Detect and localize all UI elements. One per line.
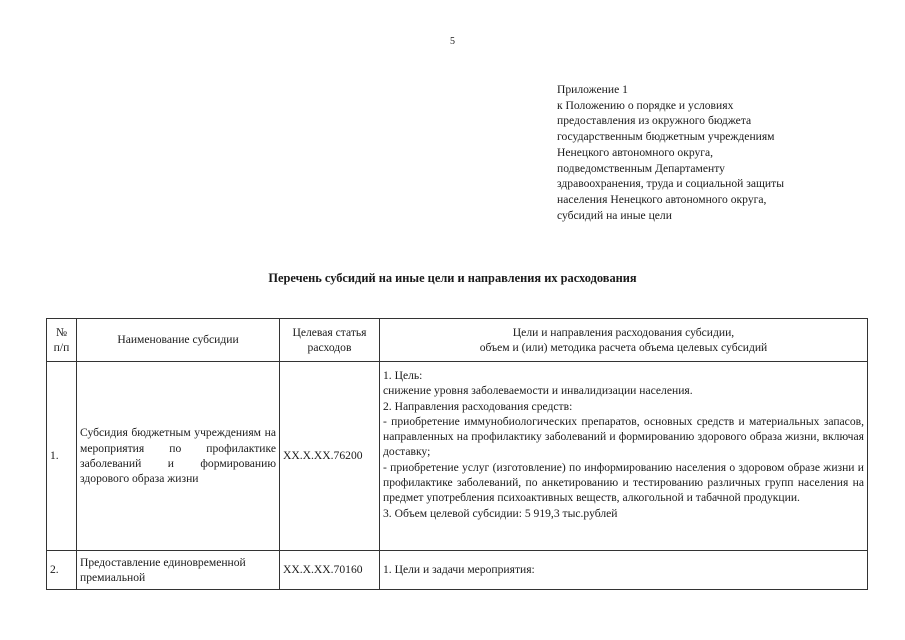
appendix-note: [557, 82, 897, 223]
row-num: 1.: [47, 362, 77, 551]
header-goals-line: объем и (или) методика расчета объема целевых субсидий: [479, 341, 768, 354]
header-goals-line: Цели и направления расходования субсидии,: [512, 325, 735, 339]
document-title: Перечень субсидий на иные цели и направления их расходования: [268, 271, 637, 285]
appendix-line: субсидий на иные цели: [557, 208, 672, 222]
table-header-row: [47, 319, 868, 362]
table-row: [47, 551, 868, 590]
goal-line: 2. Направления расходования средств:: [383, 399, 573, 413]
appendix-line: предоставления из окружного бюджета: [557, 114, 752, 128]
row-name: Предоставление единовременной премиальной: [77, 551, 280, 590]
table-row: [47, 362, 868, 551]
row-goals: [380, 362, 868, 551]
goal-line: 1. Цель:: [383, 369, 423, 382]
appendix-line: государственным бюджетным учреждениям: [557, 130, 775, 144]
row-num: 2.: [47, 551, 77, 590]
subsidy-table: [46, 318, 868, 590]
appendix-line: здравоохранения, труда и социальной защиты: [557, 177, 784, 191]
goal-line: 3. Объем целевой субсидии: 5 919,3 тыс.рублей: [383, 506, 618, 520]
header-num: № п/п: [47, 319, 77, 362]
goal-line: - приобретение услуг (изготовление) по информированию населения о здоровом образе жизни и профилактике заболеваний, по анкетированию и тестированию различных групп населения на предмет употребления психоактивных веществ, алкогольной и табачной продукции.: [383, 460, 864, 505]
appendix-line: населения Ненецкого автономного округа,: [557, 192, 767, 206]
goal-line: - приобретение иммунобиологических препаратов, основных средств и материальных запасов, направленных на профилактику заболеваний и формированию здорового образа жизни, включая доставку;: [383, 414, 864, 459]
appendix-line: Приложение 1: [557, 83, 628, 96]
header-name: Наименование субсидии: [77, 319, 280, 362]
row-goals: 1. Цели и задачи мероприятия:: [380, 551, 868, 590]
appendix-line: подведомственным Департаменту: [557, 161, 725, 175]
header-goals: [380, 319, 868, 362]
row-code: XX.X.XX.70160: [280, 551, 380, 590]
header-code: Целевая статья расходов: [280, 319, 380, 362]
row-code: XX.X.XX.76200: [280, 362, 380, 551]
goal-line: снижение уровня заболеваемости и инвалидизации населения.: [383, 384, 693, 398]
appendix-line: Ненецкого автономного округа,: [557, 145, 714, 159]
page-number: 5: [450, 36, 455, 47]
appendix-line: к Положению о порядке и условиях: [557, 98, 734, 112]
row-name: Субсидия бюджетным учреждениям на мероприятия по профилактике заболеваний и формированию здорового образа жизни: [77, 362, 280, 551]
